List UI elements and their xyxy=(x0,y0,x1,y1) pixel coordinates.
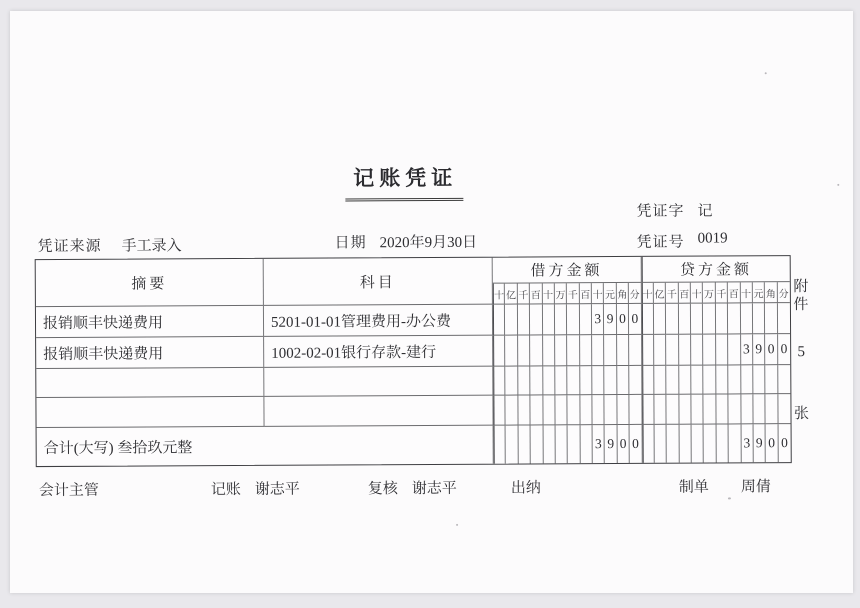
debit-digit-cell xyxy=(518,335,531,366)
credit-digit-cell xyxy=(753,303,766,334)
review-label: 复核 xyxy=(367,481,398,498)
total-debit-digit-cell: 9 xyxy=(605,425,618,463)
credit-place-value-header: 万 xyxy=(703,283,715,304)
debit-digit-cell xyxy=(518,304,531,335)
debit-digit-cell xyxy=(568,395,581,425)
credit-place-value-header: 百 xyxy=(678,283,690,304)
debit-digit-cell xyxy=(531,395,544,425)
credit-digit-cell xyxy=(704,366,717,395)
credit-digit-cell xyxy=(642,366,655,395)
account-cell: 1002-02-01银行存款-建行 xyxy=(264,336,493,368)
summary-cell: 报销顺丰快递费用 xyxy=(36,337,264,369)
debit-place-value-header: 百 xyxy=(579,283,591,304)
debit-digit-cell xyxy=(493,336,506,367)
voucher-source-label: 凭证来源 xyxy=(37,238,102,256)
credit-digit-cell: 0 xyxy=(765,334,778,365)
debit-digit-cell xyxy=(630,395,643,425)
preparer-name: 周倩 xyxy=(740,479,771,496)
debit-digit-cell xyxy=(505,336,518,367)
debit-place-value-header: 万 xyxy=(555,283,567,304)
debit-digit-cell xyxy=(580,335,593,366)
debit-digit-cell xyxy=(604,335,617,366)
attachment-label-char: 附 xyxy=(793,279,809,296)
credit-digit-cell xyxy=(654,366,667,395)
voucher-word-label: 凭证字 xyxy=(636,203,685,220)
voucher-date-line xyxy=(335,231,478,253)
attachment-count: 5 xyxy=(797,344,805,361)
attachment-note xyxy=(789,278,813,423)
debit-digit-cell: 0 xyxy=(629,304,642,335)
total-credit-digit-cell xyxy=(679,425,692,463)
credit-digit-cell xyxy=(654,335,667,366)
debit-place-value-header: 元 xyxy=(604,283,616,304)
total-credit-digit-cell: 3 xyxy=(741,424,754,462)
scan-speck xyxy=(456,524,458,526)
credit-digit-cell xyxy=(716,303,729,334)
debit-digit-cell xyxy=(506,396,519,426)
debit-digit-cell xyxy=(592,335,605,366)
credit-digit-cell xyxy=(679,366,692,395)
spacer xyxy=(102,235,122,256)
credit-digit-cell xyxy=(778,365,791,394)
total-debit-digit-cell xyxy=(506,426,519,464)
credit-place-value-header: 分 xyxy=(777,282,789,303)
credit-digit-cell xyxy=(666,366,679,395)
credit-digit-cell xyxy=(654,395,667,425)
credit-digit-cell xyxy=(679,335,692,366)
credit-digit-cell xyxy=(679,395,692,425)
debit-place-value-header: 百 xyxy=(530,283,542,304)
credit-digit-cell xyxy=(703,335,716,366)
credit-digit-cell xyxy=(741,365,754,394)
spacer xyxy=(241,478,255,499)
credit-digit-cell xyxy=(728,334,741,365)
total-credit-digit-cell: 9 xyxy=(753,424,766,462)
account-cell xyxy=(264,367,493,397)
credit-place-value-header: 元 xyxy=(753,282,765,303)
debit-digit-cell xyxy=(629,335,642,366)
total-debit-digit-cell xyxy=(555,425,568,463)
debit-digit-cell xyxy=(580,304,593,335)
voucher-source-line xyxy=(38,234,182,256)
debit-digit-cell xyxy=(493,367,506,396)
summary-cell: 报销顺丰快递费用 xyxy=(36,306,264,338)
account-cell xyxy=(264,396,493,427)
credit-place-value-header: 十 xyxy=(641,283,653,304)
debit-digit-cell xyxy=(543,366,556,395)
debit-place-value-header: 十 xyxy=(542,283,554,304)
total-debit-digit-cell xyxy=(568,425,581,463)
credit-digit-cell xyxy=(740,303,753,334)
credit-place-value-header: 百 xyxy=(728,282,740,303)
date-label: 日期 xyxy=(334,235,367,252)
voucher-number-label: 凭证号 xyxy=(636,234,685,251)
credit-digit-cell xyxy=(728,303,741,334)
summary-cell xyxy=(36,397,264,428)
debit-digit-cell: 0 xyxy=(617,304,630,335)
total-in-words-cell: 合计(大写) 叁拾玖元整 xyxy=(37,426,494,466)
credit-digit-cell xyxy=(703,304,716,335)
debit-digit-cell xyxy=(567,304,580,335)
credit-place-value-header: 十 xyxy=(691,283,703,304)
voucher-title: 记账凭证 xyxy=(345,162,463,202)
total-credit-digit-cell xyxy=(704,425,717,463)
credit-digit-cell xyxy=(716,365,729,394)
summary-column-header: 摘要 xyxy=(36,259,264,307)
voucher-number-value: 0019 xyxy=(697,230,728,247)
total-credit-digit-cell xyxy=(692,425,705,463)
debit-digit-cell xyxy=(617,366,630,395)
credit-place-value-header: 角 xyxy=(765,282,777,303)
credit-digit-cell xyxy=(765,303,778,334)
total-credit-digit-cell: 0 xyxy=(766,424,779,462)
accounting-supervisor-signature xyxy=(39,479,99,500)
total-debit-digit-cell xyxy=(494,426,507,464)
debit-digit-cell xyxy=(629,366,642,395)
debit-digit-cell xyxy=(506,367,519,396)
debit-digit-cell xyxy=(555,335,568,366)
debit-digit-cell xyxy=(617,395,630,425)
total-credit-digit-cell xyxy=(654,425,667,463)
debit-digit-cell xyxy=(592,366,605,395)
attachment-label xyxy=(789,278,813,314)
debit-place-value-header: 亿 xyxy=(505,284,517,305)
total-debit-digit-cell xyxy=(580,425,593,463)
spacer xyxy=(709,475,741,496)
debit-digit-cell xyxy=(580,395,593,425)
total-debit-digit-cell: 0 xyxy=(617,425,630,463)
credit-digit-cell xyxy=(765,365,778,394)
total-debit-digit-cell: 3 xyxy=(593,425,606,463)
credit-digit-cell xyxy=(691,395,704,425)
attachment-unit: 张 xyxy=(793,406,810,423)
bookkeeper-signature xyxy=(211,478,300,499)
credit-digit-cell xyxy=(766,394,779,424)
date-value: 2020年9月30日 xyxy=(379,234,478,252)
accounting-supervisor-label: 会计主管 xyxy=(38,482,99,500)
credit-digit-cell: 3 xyxy=(741,334,754,365)
spacer xyxy=(398,477,412,498)
credit-digit-cell xyxy=(753,365,766,394)
account-column-header: 科目 xyxy=(264,258,493,306)
debit-place-value-header: 十 xyxy=(493,284,505,305)
debit-digit-cell xyxy=(493,305,506,336)
review-name: 谢志平 xyxy=(411,480,457,498)
debit-digit-cell xyxy=(605,395,618,425)
spacer xyxy=(685,231,698,252)
debit-amount-header: 借方金额 xyxy=(493,257,642,284)
voucher-word-line xyxy=(636,200,712,221)
voucher-table xyxy=(35,255,792,467)
credit-digit-cell xyxy=(666,304,679,335)
scan-speck xyxy=(837,184,839,186)
debit-digit-cell xyxy=(542,304,555,335)
debit-place-value-header: 角 xyxy=(617,283,629,304)
bookkeeping-name: 谢志平 xyxy=(254,481,300,498)
preparer-signature xyxy=(679,475,771,496)
debit-digit-cell xyxy=(555,395,568,425)
credit-digit-cell xyxy=(716,334,729,365)
credit-digit-cell xyxy=(728,365,741,394)
credit-digit-cell xyxy=(753,394,766,424)
debit-digit-cell xyxy=(555,304,568,335)
credit-digit-cell: 0 xyxy=(778,334,791,365)
attachment-label-char: 件 xyxy=(793,297,809,314)
total-debit-digit-cell xyxy=(543,425,556,463)
scan-speck xyxy=(765,72,767,74)
debit-place-value-header: 千 xyxy=(518,283,530,304)
debit-digit-cell xyxy=(605,366,618,395)
debit-digit-cell xyxy=(518,395,531,425)
debit-digit-cell xyxy=(493,396,506,426)
scan-speck xyxy=(728,497,731,499)
voucher-number-line xyxy=(637,230,728,251)
debit-digit-cell xyxy=(530,335,543,366)
credit-digit-cell xyxy=(691,335,704,366)
total-debit-digit-cell xyxy=(518,425,531,463)
debit-digit-cell xyxy=(543,395,556,425)
total-credit-digit-cell xyxy=(642,425,655,463)
credit-digit-cell: 9 xyxy=(753,334,766,365)
spacer xyxy=(684,200,697,221)
total-credit-digit-cell: 0 xyxy=(781,435,788,451)
credit-digit-cell xyxy=(691,304,704,335)
debit-digit-cell xyxy=(505,305,518,336)
spacer xyxy=(367,231,380,252)
debit-place-value-header: 分 xyxy=(629,283,641,304)
voucher-word-value: 记 xyxy=(697,203,713,220)
debit-digit-cell xyxy=(555,366,568,395)
credit-digit-cell xyxy=(716,394,729,424)
credit-digit-cell xyxy=(642,395,655,425)
bookkeeping-label: 记账 xyxy=(210,481,241,499)
credit-digit-cell xyxy=(666,335,679,366)
debit-digit-cell xyxy=(543,335,556,366)
debit-digit-cell: 3 xyxy=(592,304,605,335)
cashier-label: 出纳 xyxy=(510,480,541,497)
total-debit-digit-cell: 0 xyxy=(630,425,643,463)
cashier-signature xyxy=(511,476,541,497)
debit-place-value-header: 十 xyxy=(592,283,604,304)
credit-place-value-header: 亿 xyxy=(654,283,666,304)
credit-digit-cell xyxy=(729,394,742,424)
credit-place-value-header: 千 xyxy=(666,283,678,304)
debit-digit-cell xyxy=(580,366,593,395)
summary-cell xyxy=(36,368,264,398)
debit-digit-cell xyxy=(567,335,580,366)
credit-digit-cell xyxy=(642,335,655,366)
credit-digit-cell xyxy=(741,394,754,424)
account-cell: 5201-01-01管理费用-办公费 xyxy=(264,305,493,337)
credit-place-value-header: 千 xyxy=(716,282,728,303)
debit-place-value-header: 千 xyxy=(567,283,579,304)
credit-digit-cell xyxy=(679,304,692,335)
credit-digit-cell xyxy=(704,395,717,425)
total-credit-digit-cell xyxy=(667,425,680,463)
credit-amount-header: 贷方金额 xyxy=(641,256,790,283)
credit-digit-cell xyxy=(641,304,654,335)
debit-digit-cell xyxy=(592,395,605,425)
credit-digit-cell xyxy=(667,395,680,425)
credit-digit-cell xyxy=(654,304,667,335)
debit-digit-cell xyxy=(530,366,543,395)
debit-digit-cell xyxy=(567,366,580,395)
debit-digit-cell xyxy=(530,304,543,335)
credit-place-value-header: 十 xyxy=(740,282,752,303)
credit-digit-cell xyxy=(691,366,704,395)
debit-digit-cell: 9 xyxy=(604,304,617,335)
total-debit-digit-cell xyxy=(531,425,544,463)
preparer-label: 制单 xyxy=(678,479,709,496)
voucher-source-value: 手工录入 xyxy=(121,238,182,255)
reviewer-signature xyxy=(368,477,457,498)
debit-digit-cell xyxy=(518,366,531,395)
total-credit-digit-cell xyxy=(729,424,742,462)
debit-digit-cell xyxy=(617,335,630,366)
total-credit-digit-cell xyxy=(716,424,729,462)
